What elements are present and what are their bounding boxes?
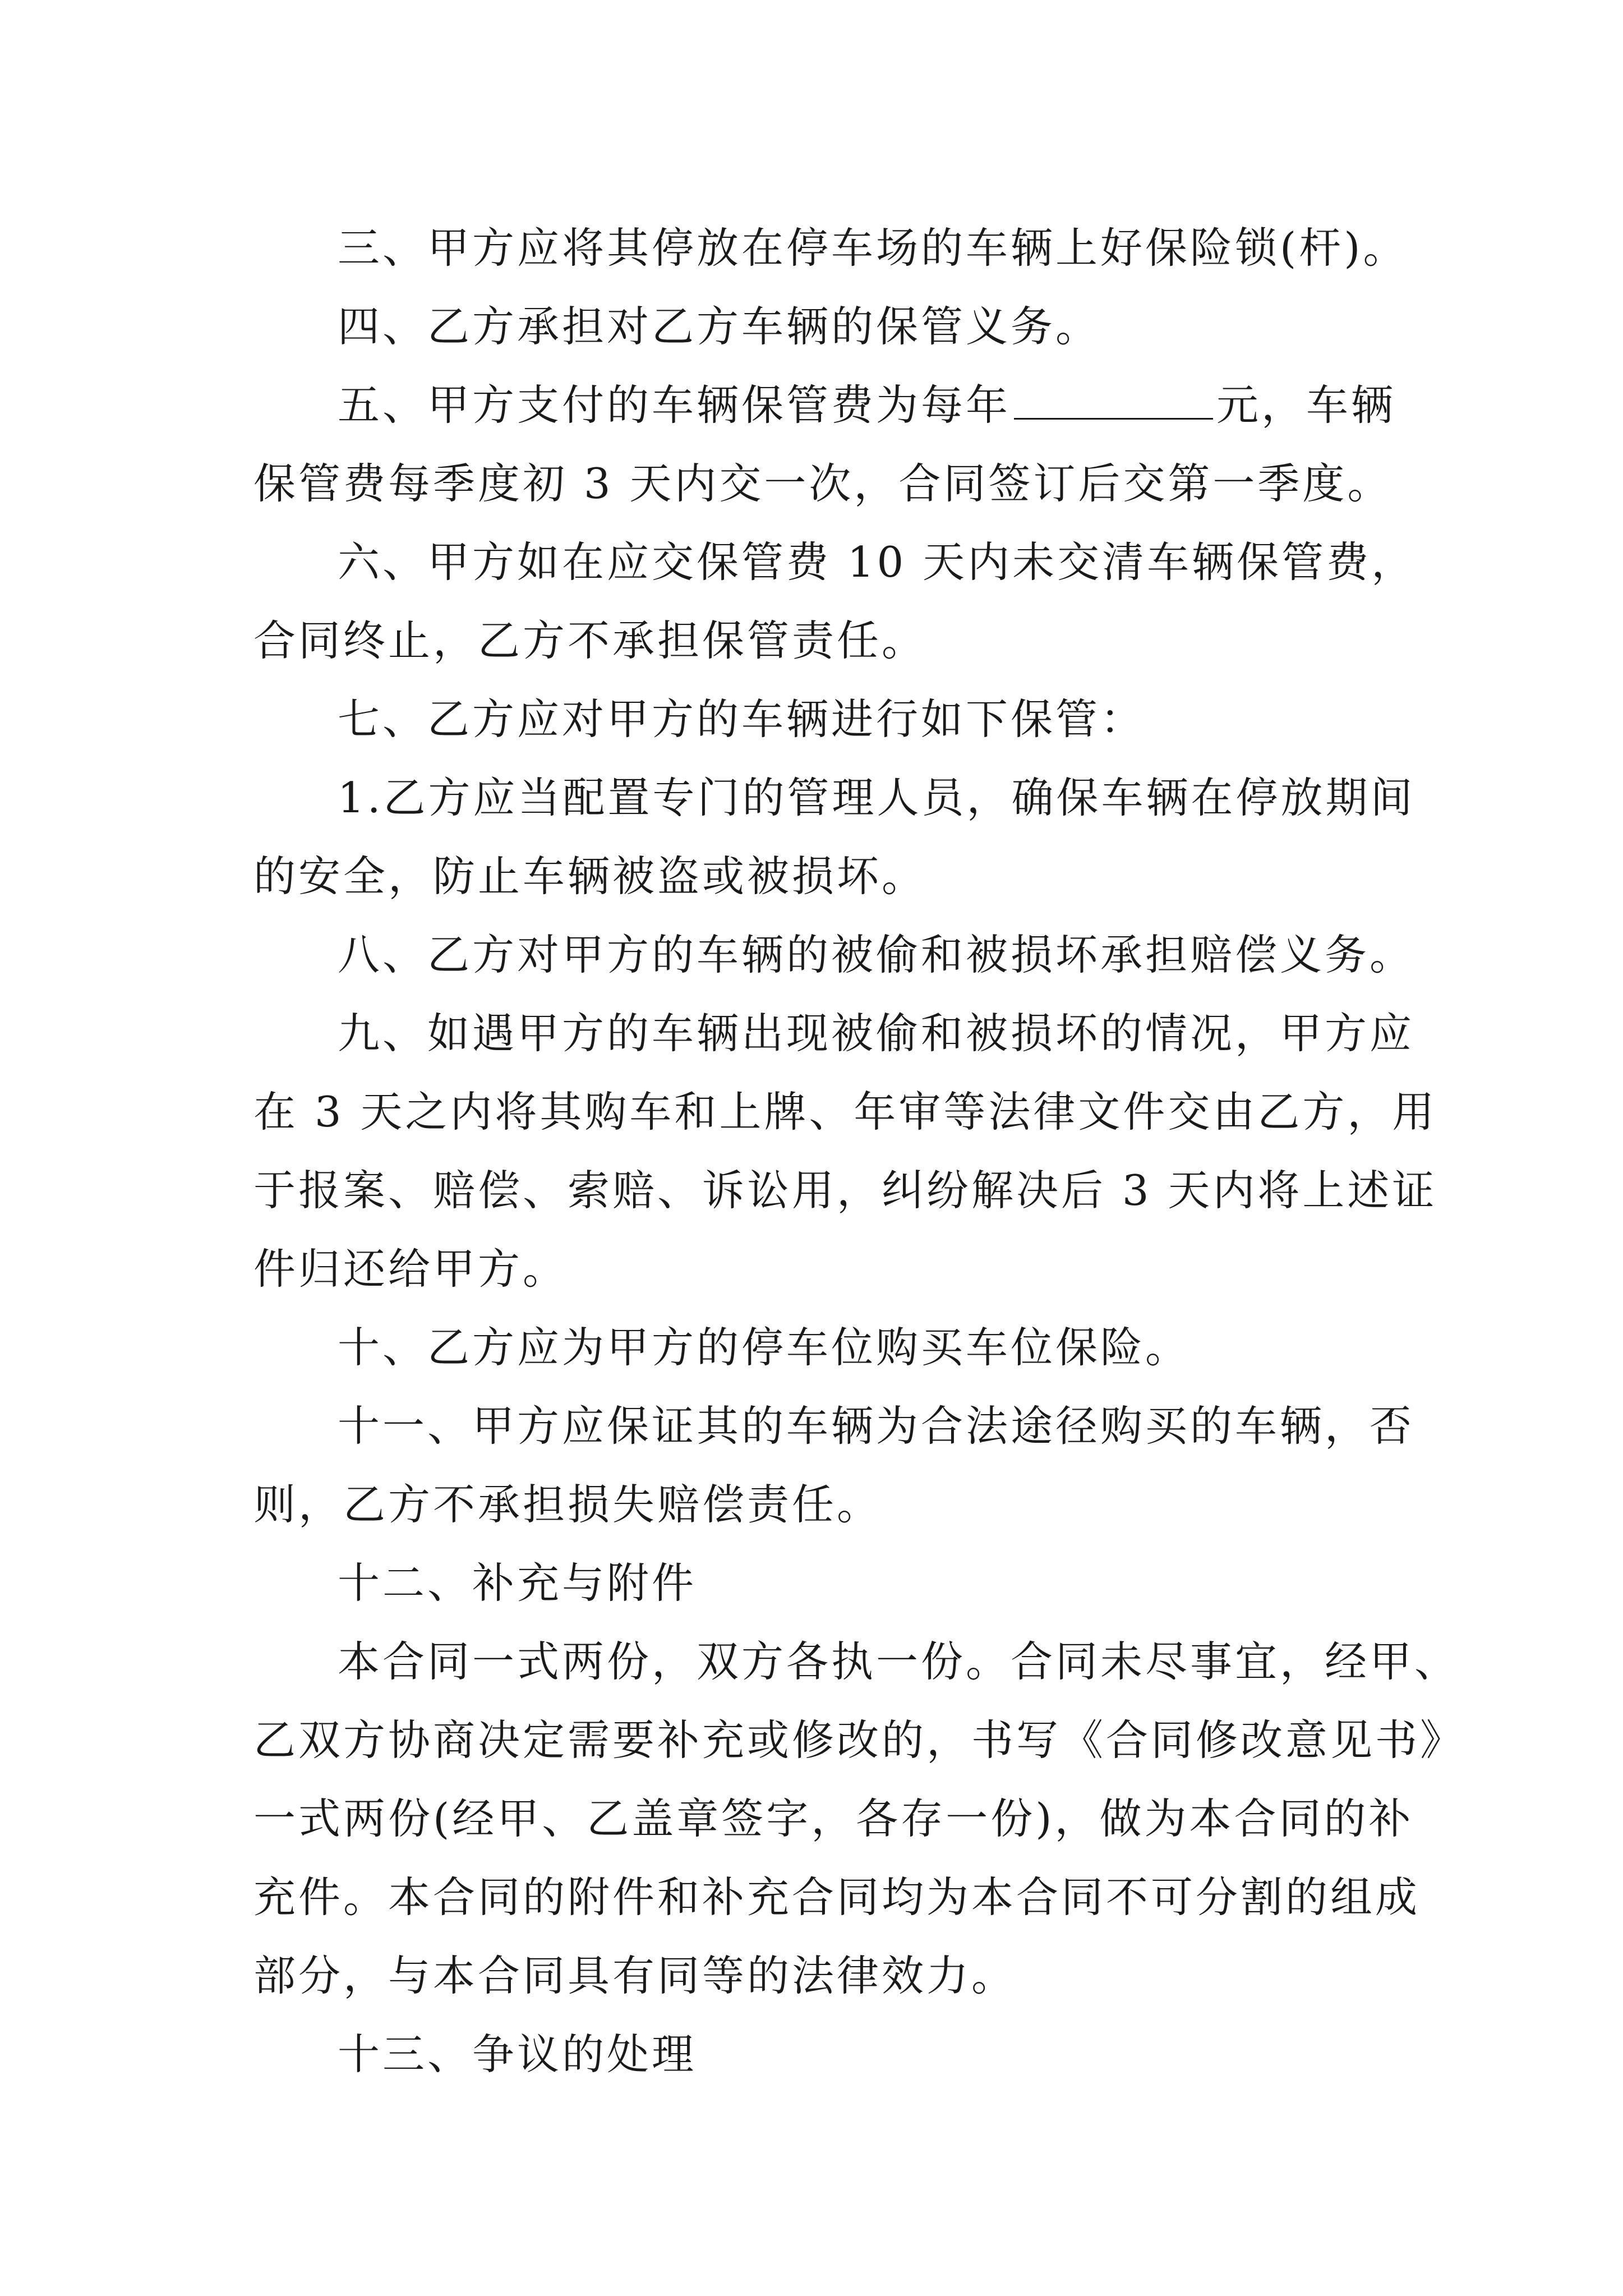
clause-12-body-line-1: 本合同一式两份，双方各执一份。合同未尽事宜，经甲、 [338,1637,1460,1686]
clause-11-line-1: 十一、甲方应保证其的车辆为合法途径购买的车辆，否 [338,1401,1415,1451]
clause-3-line-1: 三、甲方应将其停放在停车场的车辆上好保险锁(杆)。 [338,223,1408,273]
clause-7-1-line-1: 1.乙方应当配置专门的管理人员，确保车辆在停放期间 [338,773,1415,822]
clause-11-line-2: 则，乙方不承担损失赔偿责任。 [253,1480,882,1529]
clause-10-line-1: 十、乙方应为甲方的停车位购买车位保险。 [338,1323,1191,1372]
clause-5-text-before-blank: 五、甲方支付的车辆保管费为每年 [338,380,1011,430]
clause-7-line-1: 七、乙方应对甲方的车辆进行如下保管： [338,694,1146,744]
clause-13-heading: 十三、争议的处理 [338,2030,697,2079]
clause-9-line-4: 件归还给甲方。 [253,1244,568,1294]
clause-12-body-line-2: 乙双方协商决定需要补充或修改的，书写《合同修改意见书》 [253,1715,1465,1765]
clause-9-line-2: 在 3 天之内将其购车和上牌、年审等法律文件交由乙方，用 [253,1087,1437,1137]
clause-6-line-2: 合同终止，乙方不承担保管责任。 [253,616,927,665]
clause-12-body-line-5: 部分，与本合同具有同等的法律效力。 [253,1951,1017,2000]
clause-9-line-3: 于报案、赔偿、索赔、诉讼用，纠纷解决后 3 天内将上述证 [253,1166,1437,1215]
clause-4-line-1: 四、乙方承担对乙方车辆的保管义务。 [338,302,1101,351]
fee-amount-blank [1014,383,1213,420]
clause-12-heading: 十二、补充与附件 [338,1558,697,1608]
clause-12-body-line-4: 充件。本合同的附件和补充合同均为本合同不可分割的组成 [253,1872,1421,1922]
contract-body [253,209,1465,2093]
clause-6-line-1: 六、甲方如在应交保管费 10 天内未交清车辆保管费， [338,537,1417,587]
clause-9-line-1: 九、如遇甲方的车辆出现被偷和被损坏的情况，甲方应 [338,1009,1415,1058]
clause-5-line-1 [253,366,1396,444]
clause-5-line-2: 保管费每季度初 3 天内交一次，合同签订后交第一季度。 [253,459,1393,508]
clause-5-text-after-blank: 元，车辆 [1216,380,1396,430]
clause-7-1-line-2: 的安全，防止车辆被盗或被损坏。 [253,852,927,901]
clause-8-line-1: 八、乙方对甲方的车辆的被偷和被损坏承担赔偿义务。 [338,930,1415,979]
clause-12-body-line-3: 一式两份(经甲、乙盖章签字，各存一份)，做为本合同的补 [253,1794,1414,1843]
